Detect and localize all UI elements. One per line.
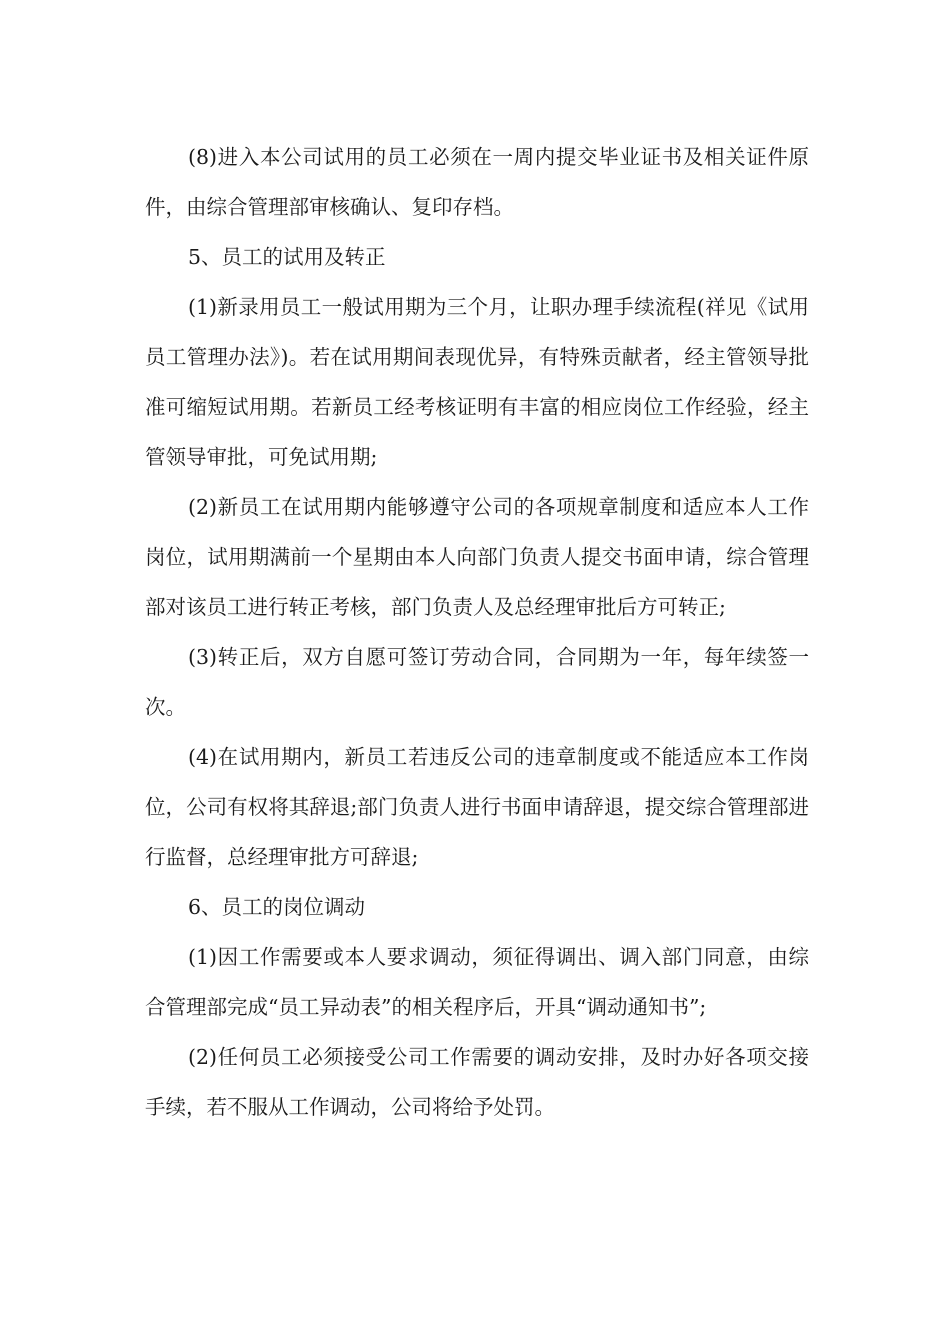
paragraph-3-labor-contract: (3)转正后，双方自愿可签订劳动合同，合同期为一年，每年续签一次。 <box>145 645 809 719</box>
section-heading-transfer: 6、员工的岗位调动 <box>188 895 366 919</box>
paragraph-8-certificates: (8)进入本公司试用的员工必须在一周内提交毕业证书及相关证件原件，由综合管理部审核确认、复印存档。 <box>145 145 809 219</box>
paragraph-1-probation-period: (1)新录用员工一般试用期为三个月，让职办理手续流程(祥见《试用员工管理办法》)。若在试用期间表现优异，有特殊贡献者，经主管领导批准可缩短试用期。若新员工经考核证明有丰富的相应岗位工作经验，经主管领导审批，可免试用期; <box>145 295 809 469</box>
section-heading-probation: 5、员工的试用及转正 <box>188 245 386 269</box>
paragraph-4-dismissal: (4)在试用期内，新员工若违反公司的违章制度或不能适应本工作岗位，公司有权将其辞退;部门负责人进行书面申请辞退，提交综合管理部进行监督，总经理审批方可辞退; <box>145 745 809 869</box>
paragraph-2-regularization: (2)新员工在试用期内能够遵守公司的各项规章制度和适应本人工作岗位，试用期满前一个星期由本人向部门负责人提交书面申请，综合管理部对该员工进行转正考核，部门负责人及总经理审批后方可转正; <box>145 495 809 619</box>
paragraph-1-transfer-request: (1)因工作需要或本人要求调动，须征得调出、调入部门同意，由综合管理部完成“员工异动表”的相关程序后，开具“调动通知书”; <box>145 945 809 1019</box>
document-page <box>145 132 809 1132</box>
paragraph-2-transfer-obligation: (2)任何员工必须接受公司工作需要的调动安排，及时办好各项交接手续，若不服从工作调动，公司将给予处罚。 <box>145 1045 809 1119</box>
